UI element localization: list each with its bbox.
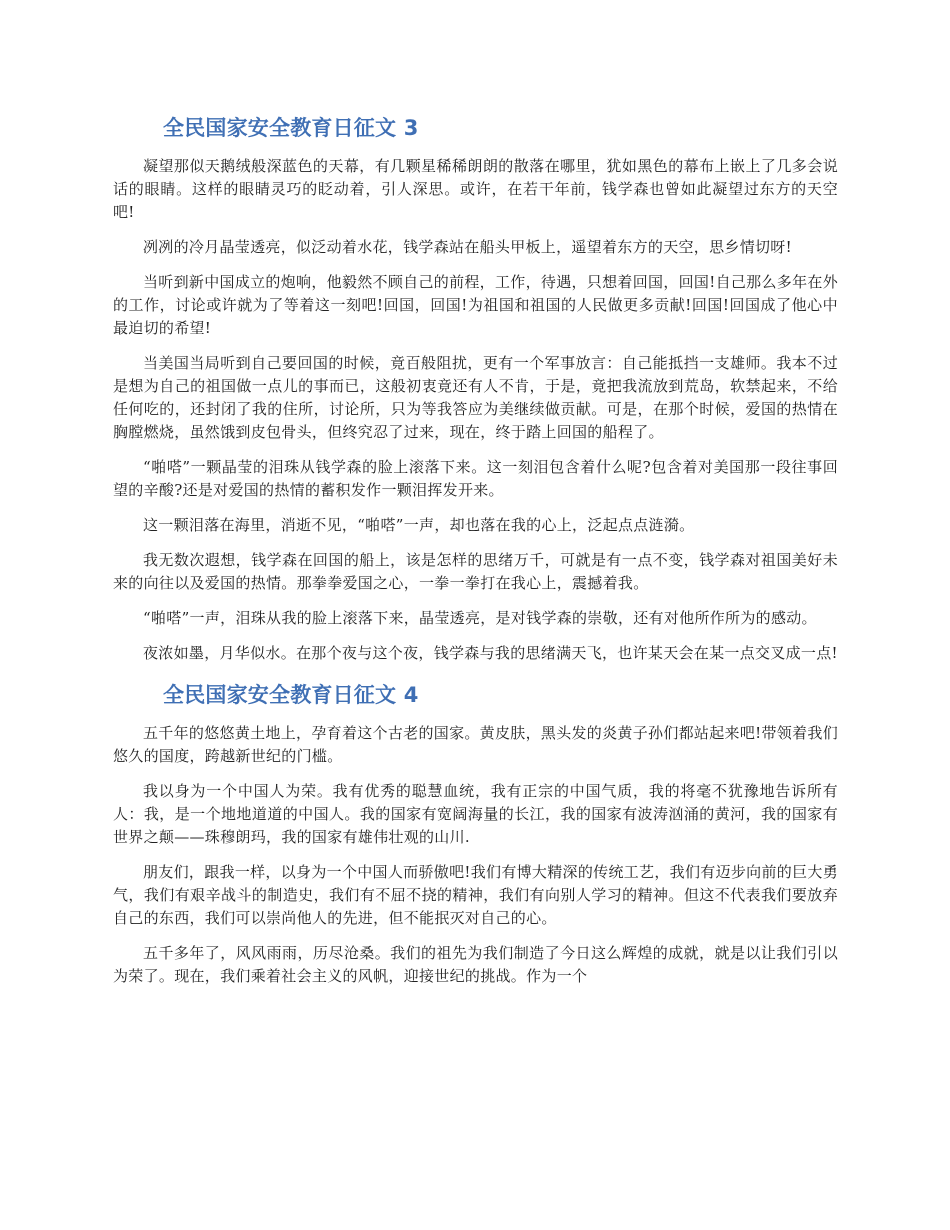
paragraph: 我无数次遐想，钱学森在回国的船上，该是怎样的思绪万千，可就是有一点不变，钱学森对祖国美好未来的向往以及爱国的热情。那拳拳爱国之心，一拳一拳打在我心上，震撼着我。 (113, 551, 838, 592)
paragraph: 夜浓如墨，月华似水。在那个夜与这个夜，钱学森与我的思绪满天飞，也许某天会在某一点交叉成一点! (143, 644, 838, 662)
section-title: 全民国家安全教育日征文 3 (163, 116, 419, 140)
paragraph: 朋友们，跟我一样，以身为一个中国人而骄傲吧!我们有博大精深的传统工艺，我们有迈步向前的巨大勇气，我们有艰辛战斗的制造史，我们有不屈不挠的精神，我们有向别人学习的精神。但这不代表我们要放弃自己的东西，我们可以崇尚他人的先进，但不能抿灭对自己的心。 (113, 863, 838, 927)
paragraph: 凝望那似天鹅绒般深蓝色的天幕，有几颗星稀稀朗朗的散落在哪里，犹如黑色的幕布上嵌上了几多会说话的眼睛。这样的眼睛灵巧的眨动着，引人深思。或许，在若干年前，钱学森也曾如此凝望过东方的天空吧! (113, 157, 838, 221)
section-title: 全民国家安全教育日征文 4 (163, 683, 419, 707)
paragraph: “啪嗒”一声，泪珠从我的脸上滚落下来，晶莹透亮，是对钱学森的崇敬，还有对他所作所为的感动。 (143, 609, 817, 627)
paragraph: “啪嗒”一颗晶莹的泪珠从钱学森的脸上滚落下来。这一刻泪包含着什么呢?包含着对美国那一段往事回望的辛酸?还是对爱国的热情的蓄积发作一颗泪挥发开来。 (113, 458, 838, 499)
paragraph: 冽冽的冷月晶莹透亮，似泛动着水花，钱学森站在船头甲板上，遥望着东方的天空，思乡情切呀! (143, 238, 792, 256)
paragraph: 当美国当局听到自己要回国的时候，竟百般阻扰，更有一个军事放言：自己能抵挡一支雄师。我本不过是想为自己的祖国做一点儿的事而已，这般初衷竟还有人不肯，于是，竟把我流放到荒岛，软禁起来，不给任何吃的，还封闭了我的住所，讨论所，只为等我答应为美继续做贡献。可是，在那个时候，爱国的热情在胸膛燃烧，虽然饿到皮包骨头，但终究忍了过来，现在，终于踏上回国的船程了。 (113, 354, 838, 441)
essay-section-3 (113, 110, 838, 665)
paragraph: 五千多年了，风风雨雨，历尽沧桑。我们的祖先为我们制造了今日这么辉煌的成就，就是以让我们引以为荣了。现在，我们乘着社会主义的风帆，迎接世纪的挑战。作为一个 (113, 944, 838, 985)
essay-section-4 (113, 677, 838, 988)
paragraph: 这一颗泪落在海里，消逝不见，“啪嗒”一声，却也落在我的心上，泛起点点涟漪。 (143, 516, 695, 534)
paragraph: 我以身为一个中国人为荣。我有优秀的聪慧血统，我有正宗的中国气质，我的将毫不犹豫地告诉所有人：我，是一个地地道道的中国人。我的国家有宽阔海量的长江，我的国家有波涛汹涌的黄河，我的国家有世界之颠——珠穆朗玛，我的国家有雄伟壮观的山川. (113, 782, 838, 846)
paragraph: 当听到新中国成立的炮响，他毅然不顾自己的前程，工作，待遇，只想着回国，回国!自己那么多年在外的工作，讨论或许就为了等着这一刻吧!回国，回国!为祖国和祖国的人民做更多贡献!回国!回国成了他心中最迫切的希望! (113, 273, 838, 337)
paragraph: 五千年的悠悠黄土地上，孕育着这个古老的国家。黄皮肤，黑头发的炎黄子孙们都站起来吧!带领着我们悠久的国度，跨越新世纪的门槛。 (113, 724, 838, 765)
